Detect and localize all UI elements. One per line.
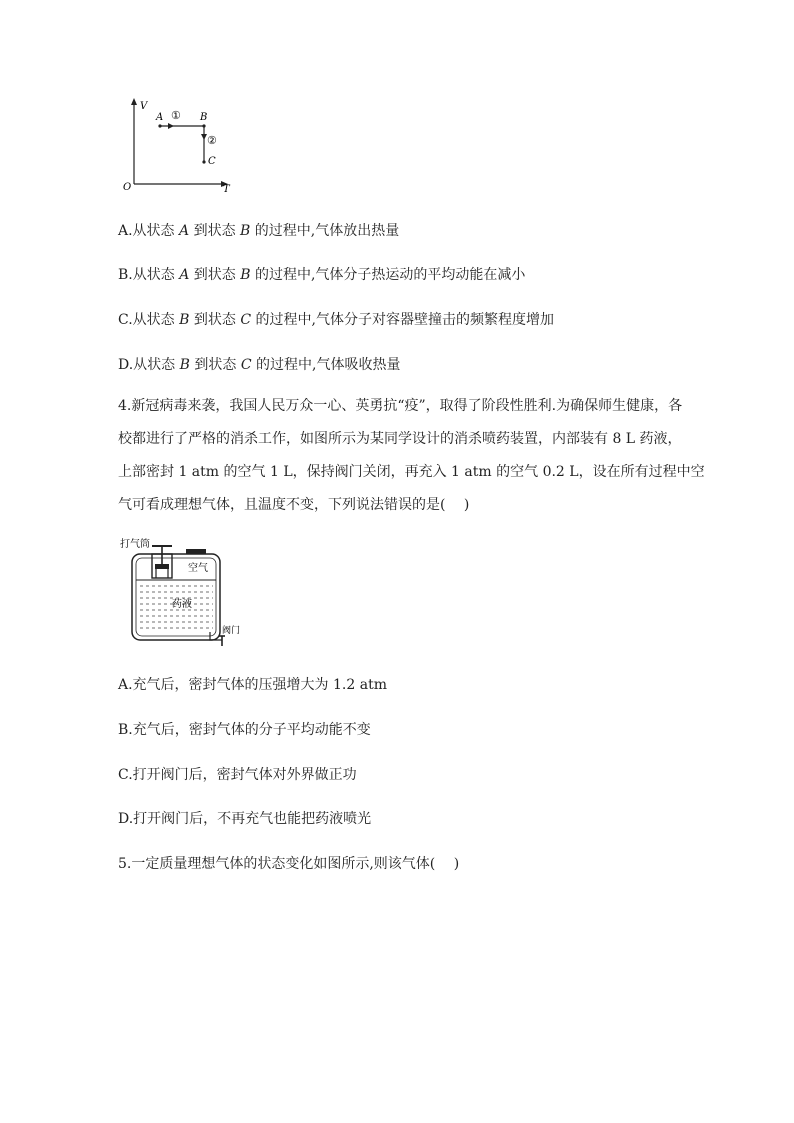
v-axis-arrow	[131, 98, 137, 105]
option-text: 的过程中,气体放出热量	[250, 223, 400, 239]
point-b-label: B	[200, 112, 208, 123]
option-text: D.从状态	[118, 357, 180, 373]
point-a-label: A	[156, 112, 164, 123]
point-a	[158, 124, 161, 127]
state-label: C	[240, 357, 252, 373]
state-label: B	[179, 312, 190, 328]
process-ab-arrow	[168, 123, 174, 129]
point-c	[202, 160, 205, 163]
point-c-label: C	[208, 156, 216, 167]
option-text: 到状态	[189, 357, 241, 373]
q3-option-c	[118, 309, 554, 329]
sprayer-diagram	[118, 536, 248, 648]
origin-label: O	[123, 182, 132, 193]
liquid-label: 药液	[172, 599, 192, 610]
option-text: C.从状态	[118, 312, 180, 328]
q4-stem-line: 气可看成理想气体，且温度不变，下列说法错误的是( )	[118, 497, 470, 513]
option-text: 的过程中,气体分子热运动的平均动能在减小	[250, 267, 526, 283]
pump-label: 打气筒	[120, 539, 150, 550]
q4-stem-line: 校都进行了严格的消杀工作，如图所示为某同学设计的消杀喷药装置，内部装有 8 L 药液，	[118, 431, 682, 447]
q3-option-a	[118, 220, 399, 240]
q4-stem-line: 上部密封 1 atm 的空气 1 L，保持阀门关闭，再充入 1 atm 的空气 0.2 L，设在所有过程中空	[118, 464, 705, 480]
option-text: 到状态	[189, 223, 241, 239]
option-text: B.从状态	[118, 267, 180, 283]
vt-diagram	[120, 96, 246, 194]
q4-option-c: C.打开阀门后，密封气体对外界做正功	[118, 767, 357, 783]
q5-stem: 5.一定质量理想气体的状态变化如图所示,则该气体( )	[118, 856, 460, 872]
q4-option-b: B.充气后，密封气体的分子平均动能不变	[118, 722, 371, 738]
q4-stem-line: 4.新冠病毒来袭，我国人民万众一心、英勇抗“疫”，取得了阶段性胜利.为确保师生健康，各	[118, 398, 683, 414]
state-label: B	[240, 223, 251, 239]
q3-option-d	[118, 354, 400, 374]
q3-option-b	[118, 264, 525, 284]
state-label: B	[240, 267, 251, 283]
option-text: 到状态	[189, 312, 241, 328]
state-label: B	[179, 357, 190, 373]
pump-piston	[155, 564, 169, 569]
t-axis-label: T	[223, 184, 230, 194]
option-text: 的过程中,气体吸收热量	[251, 357, 401, 373]
state-label: C	[240, 312, 252, 328]
state-label: A	[179, 267, 190, 283]
tank-cap	[186, 549, 206, 554]
state-label: A	[179, 223, 190, 239]
option-text: A.从状态	[118, 223, 180, 239]
step-2-label: ②	[207, 134, 217, 147]
valve-label: 阀门	[222, 626, 241, 636]
step-1-label: ①	[171, 109, 181, 122]
v-axis-label: V	[140, 101, 148, 112]
q4-option-a: A.充气后，密封气体的压强增大为 1.2 atm	[118, 677, 387, 693]
option-text: 的过程中,气体分子对容器壁撞击的频繁程度增加	[251, 312, 554, 328]
air-label: 空气	[188, 563, 208, 574]
q4-option-d: D.打开阀门后，不再充气也能把药液喷光	[118, 811, 372, 827]
option-text: 到状态	[189, 267, 241, 283]
